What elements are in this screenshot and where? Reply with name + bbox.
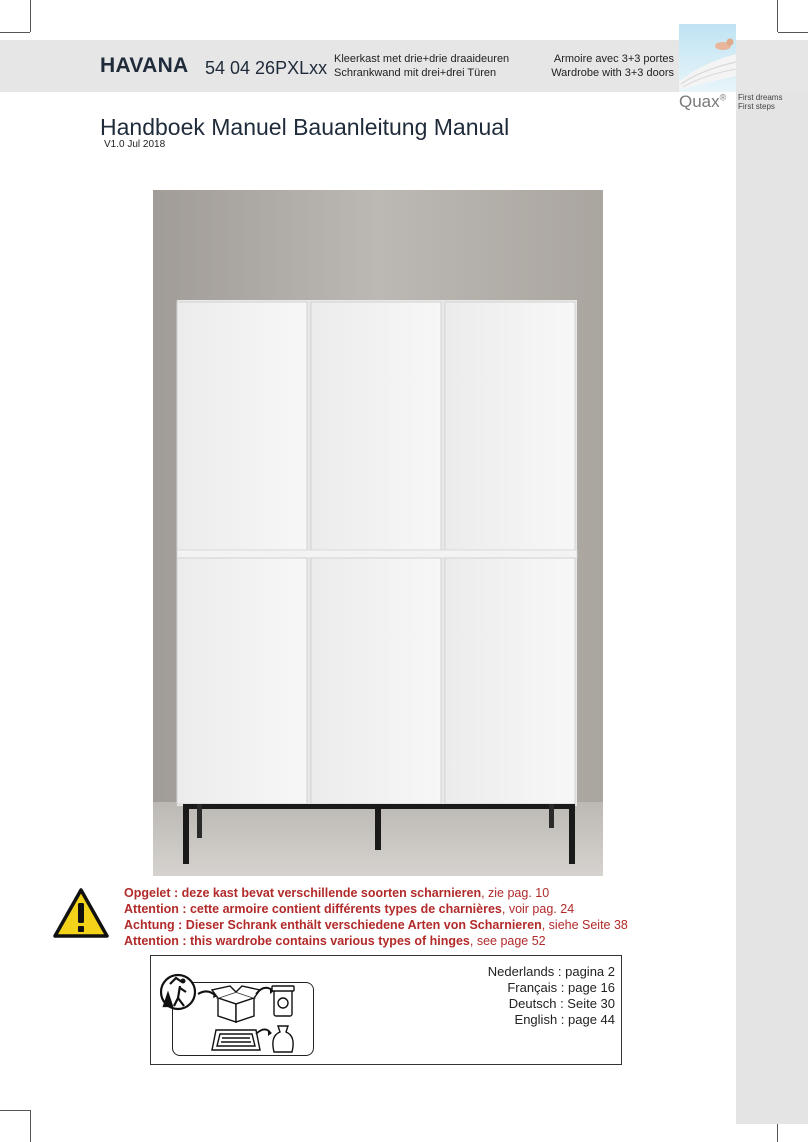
warning-line-fr: Attention : cette armoire contient différents types de charnières, voir pag. 24	[124, 902, 575, 916]
brand-name: Quax®	[679, 92, 727, 111]
toc-item-de: Deutsch : Seite 30	[508, 996, 615, 1011]
crop-mark	[777, 0, 778, 32]
tidyman-icon	[161, 975, 195, 1009]
product-code: 54 04 26PXLxx	[205, 58, 328, 78]
product-photo	[153, 190, 603, 876]
language-index	[488, 964, 615, 1028]
hinge-warning	[124, 885, 628, 949]
product-name: HAVANA	[100, 54, 189, 77]
description-de: Schrankwand mit drei+drei Türen	[334, 67, 497, 79]
warning-line-en: Attention : this wardrobe contains various types of hinges, see page 52	[124, 934, 546, 948]
trash-bag-icon	[273, 1026, 293, 1052]
manual-version: V1.0 Jul 2018	[104, 139, 166, 150]
warning-icon	[52, 887, 110, 939]
manual-title: Handboek Manuel Bauanleitung Manual	[100, 114, 510, 140]
crop-mark	[778, 32, 808, 33]
crop-mark	[0, 32, 30, 33]
warning-line-nl: Opgelet : deze kast bevat verschillende soorten scharnieren, zie pag. 10	[124, 886, 550, 900]
toc-item-fr: Français : page 16	[507, 980, 615, 995]
description-en: Wardrobe with 3+3 doors	[551, 67, 674, 79]
recycling-bin-icon	[272, 986, 294, 1016]
crop-mark	[30, 0, 31, 32]
cardboard-box-icon	[212, 986, 260, 1022]
brand-logo-image	[679, 24, 736, 92]
toc-item-nl: Nederlands : pagina 2	[487, 964, 615, 979]
product-description-nl-de	[334, 52, 509, 80]
recycling-pictogram	[156, 964, 316, 1060]
description-nl: Kleerkast met drie+drie draaideuren	[334, 53, 510, 65]
crop-mark	[30, 1110, 31, 1142]
side-strip	[736, 92, 808, 1124]
brand-tagline: First dreams First steps	[738, 93, 783, 111]
crop-mark	[0, 1110, 30, 1111]
product-description-fr-en	[551, 52, 674, 80]
warning-line-de: Achtung : Dieser Schrank enthält verschiedene Arten von Scharnieren, siehe Seite 38	[124, 918, 628, 932]
description-fr: Armoire avec 3+3 portes	[553, 53, 674, 65]
packaging-tray-icon	[212, 1030, 260, 1050]
toc-item-en: English : page 44	[514, 1012, 615, 1027]
